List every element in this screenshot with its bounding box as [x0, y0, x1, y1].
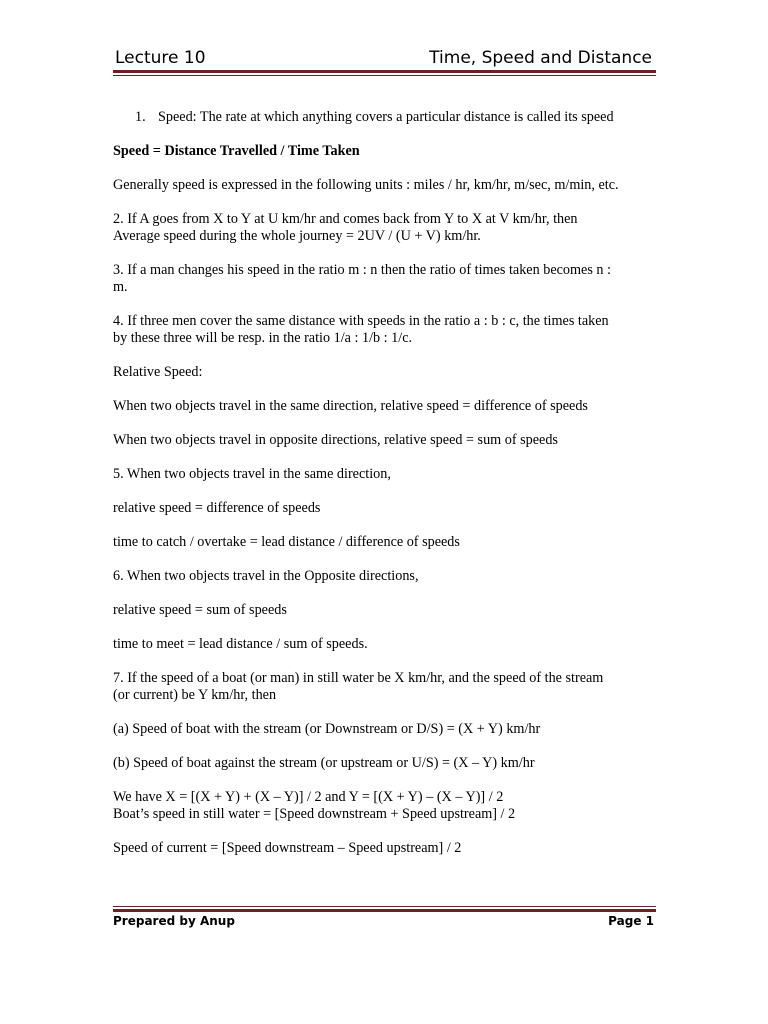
point-4-line-1: 4. If three men cover the same distance with speeds in the ratio a : b : c, the times taken [113, 313, 609, 329]
author: Prepared by Anup [113, 914, 235, 928]
footer-rule-thick [113, 909, 656, 912]
document-body [113, 109, 658, 874]
boat-speed-formula: Boat’s speed in still water = [Speed downstream + Speed upstream] / 2 [113, 806, 516, 822]
relative-speed-heading: Relative Speed: [113, 364, 203, 380]
point-6-relative-speed: relative speed = sum of speeds [113, 602, 287, 618]
point-2 [113, 211, 658, 245]
we-have-formula: We have X = [(X + Y) + (X – Y)] / 2 and Y = [(X + Y) – (X – Y)] / 2 [113, 789, 504, 805]
current-speed-formula: Speed of current = [Speed downstream – Speed upstream] / 2 [113, 840, 462, 856]
point-6-meet-time: time to meet = lead distance / sum of speeds. [113, 636, 368, 652]
units-paragraph: Generally speed is expressed in the following units : miles / hr, km/hr, m/sec, m/min, etc. [113, 177, 619, 193]
point-7 [113, 670, 658, 704]
point-3-line-1: 3. If a man changes his speed in the ratio m : n then the ratio of times taken becomes n : [113, 262, 611, 278]
point-5-catch-time: time to catch / overtake = lead distance / difference of speeds [113, 534, 460, 550]
boat-formulas [113, 789, 658, 823]
point-4 [113, 313, 658, 347]
point-3-line-2: m. [113, 279, 128, 295]
header-rule-thin [113, 75, 656, 76]
speed-formula: Speed = Distance Travelled / Time Taken [113, 143, 360, 159]
point-4-line-2: by these three will be resp. in the ratio 1/a : 1/b : 1/c. [113, 330, 413, 346]
point-7-b: (b) Speed of boat against the stream (or upstream or U/S) = (X – Y) km/hr [113, 755, 535, 771]
speed-definition: Speed: The rate at which anything covers a particular distance is called its speed [158, 109, 614, 125]
point-2-line-2: Average speed during the whole journey = 2UV / (U + V) km/hr. [113, 228, 481, 244]
header-rule-thick [113, 70, 656, 73]
point-2-line-1: 2. If A goes from X to Y at U km/hr and comes back from Y to X at V km/hr, then [113, 211, 578, 227]
lecture-number: Lecture 10 [115, 48, 206, 68]
point-5: 5. When two objects travel in the same direction, [113, 466, 391, 482]
point-5-relative-speed: relative speed = difference of speeds [113, 500, 321, 516]
point-7-line-2: (or current) be Y km/hr, then [113, 687, 277, 703]
opposite-direction-rule: When two objects travel in opposite directions, relative speed = sum of speeds [113, 432, 558, 448]
point-6: 6. When two objects travel in the Opposite directions, [113, 568, 419, 584]
lecture-title: Time, Speed and Distance [429, 48, 652, 68]
list-number: 1. [135, 109, 146, 125]
point-7-line-1: 7. If the speed of a boat (or man) in still water be X km/hr, and the speed of the stream [113, 670, 604, 686]
same-direction-rule: When two objects travel in the same direction, relative speed = difference of speeds [113, 398, 588, 414]
page-number: Page 1 [608, 914, 654, 928]
footer-rule-thin [113, 906, 656, 907]
list-item [113, 109, 658, 126]
point-7-a: (a) Speed of boat with the stream (or Downstream or D/S) = (X + Y) km/hr [113, 721, 541, 737]
point-3 [113, 262, 658, 296]
